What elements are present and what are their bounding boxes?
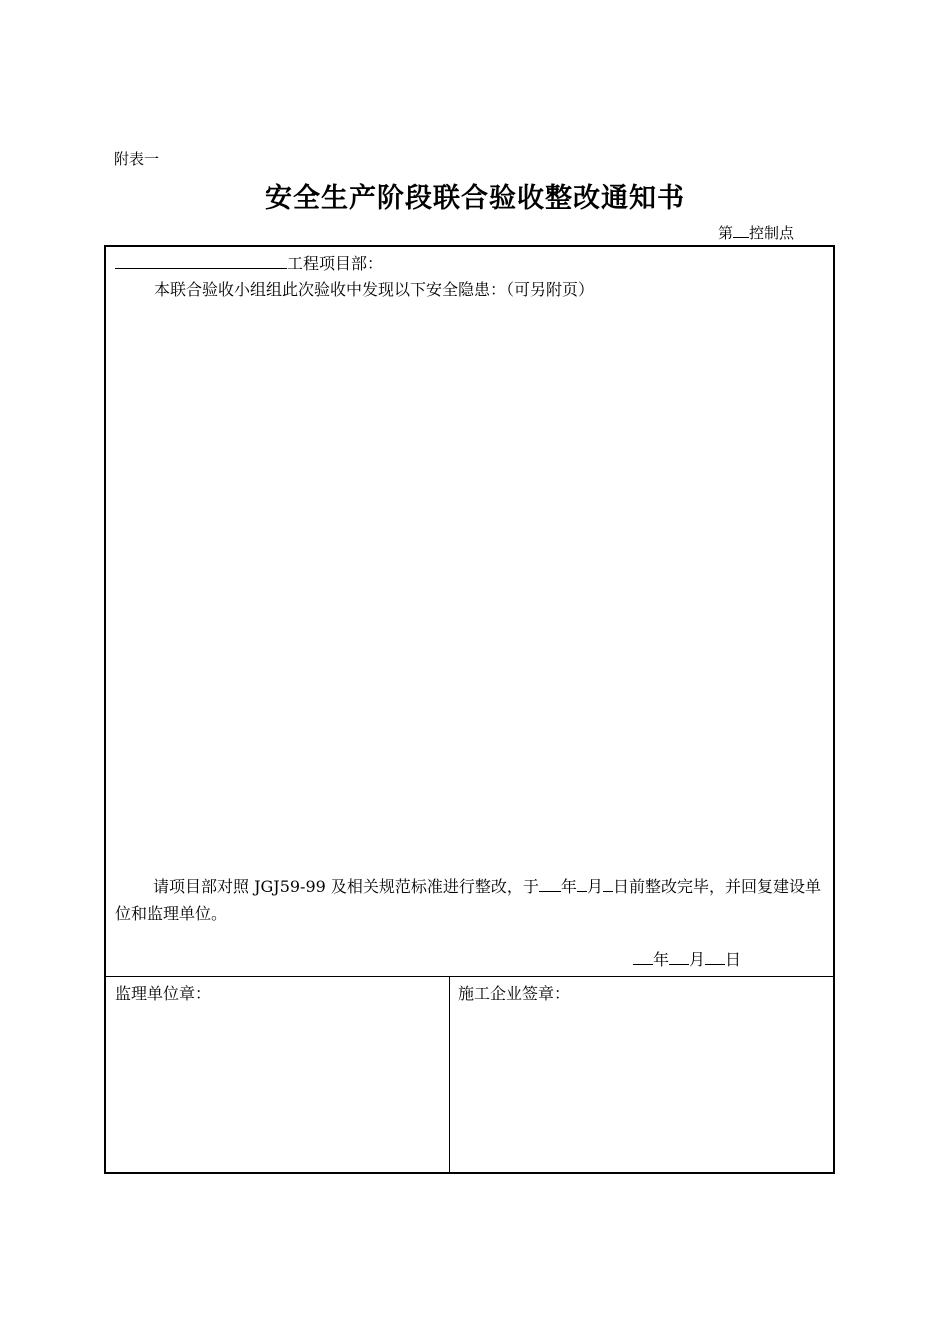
issue-year-label: 年 <box>653 950 670 969</box>
deadline-year-label: 年 <box>560 877 577 896</box>
deadline-month-label: 月 <box>586 877 603 896</box>
deadline-day-label: 日前整改完毕，并回复建设单位和监理单位。 <box>115 877 821 923</box>
intro-text: 本联合验收小组组此次验收中发现以下安全隐患：（可另附页） <box>154 280 595 299</box>
issue-day-label: 日 <box>725 950 742 969</box>
project-name-blank[interactable] <box>115 252 287 269</box>
control-point-label <box>718 222 794 243</box>
control-point-blank[interactable] <box>733 223 749 238</box>
row-divider <box>106 976 833 977</box>
findings-cell[interactable] <box>106 247 833 975</box>
control-prefix: 第 <box>718 224 734 242</box>
issue-month-blank[interactable] <box>669 948 689 965</box>
notice-form <box>104 245 835 1174</box>
column-divider <box>449 976 450 1172</box>
deadline-month-blank[interactable] <box>577 875 587 892</box>
project-suffix: 工程项目部： <box>287 254 384 273</box>
issue-month-label: 月 <box>689 950 706 969</box>
contractor-seal-label: 施工企业签章： <box>458 984 571 1003</box>
annex-label: 附表一 <box>114 150 160 168</box>
deadline-year-blank[interactable] <box>539 875 561 892</box>
issue-year-blank[interactable] <box>633 948 653 965</box>
supervisor-seal-label: 监理单位章： <box>115 984 212 1003</box>
project-line <box>115 251 383 274</box>
deadline-day-blank[interactable] <box>603 875 613 892</box>
issue-day-blank[interactable] <box>705 948 725 965</box>
issue-date <box>633 947 741 970</box>
control-suffix: 控制点 <box>749 224 795 242</box>
request-text: 请项目部对照 JGJ59-99 及相关规范标准进行整改，于 <box>153 877 539 896</box>
rectification-request <box>115 873 827 927</box>
page-title: 安全生产阶段联合验收整改通知书 <box>265 183 685 214</box>
